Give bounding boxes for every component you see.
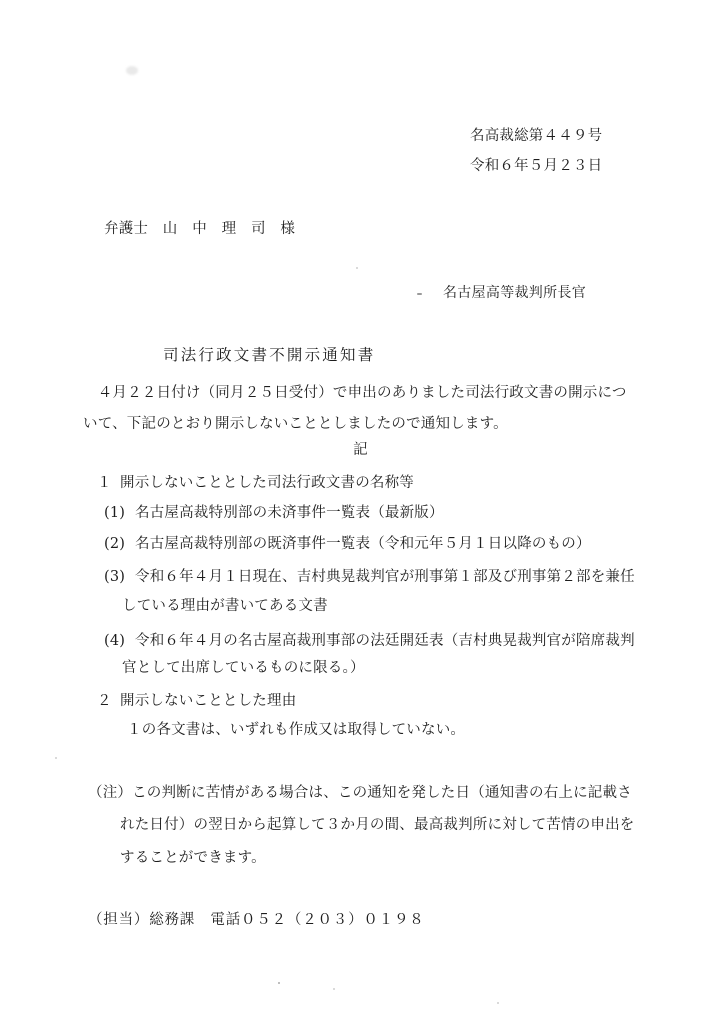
list-item-1 [104,497,444,529]
list-item-4-continuation: 官として出席しているものに限る。） [122,660,365,676]
section2-body: １の各文書は、いずれも作成又は取得していない。 [127,722,466,738]
section1-number: １ [97,475,112,491]
section2-number: ２ [97,693,112,709]
scan-artifact [356,267,358,269]
scan-artifact [497,1002,499,1004]
list-item-3 [104,561,635,593]
sender: 名古屋高等裁判所長官 [443,285,586,301]
item-2-number: (2) [104,536,126,552]
item-4-number: (4) [104,633,126,649]
item-3-number: (3) [104,569,126,585]
scan-artifact [278,982,280,984]
section2-heading-text: 開示しないこととした理由 [120,693,297,709]
addressee: 弁護士 山 中 理 司 様 [104,221,296,237]
intro-line-2: いて、下記のとおり開示しないこととしましたので通知します。 [83,416,508,432]
note-line-1: （注）この判断に苦情がある場合は、この通知を発した日（通知書の右上に記載さ [88,785,632,801]
note-line-2: れた日付）の翌日から起算して３か月の間、最高裁判所に対して苦情の申出を [120,817,635,833]
scan-artifact [126,66,138,75]
item-3-text: 令和６年４月１日現在、吉村典晃裁判官が刑事第１部及び刑事第２部を兼任 [135,569,635,585]
item-4-text: 令和６年４月の名古屋高裁刑事部の法廷開廷表（吉村典晃裁判官が陪席裁判 [135,633,635,649]
doc-date: 令和６年５月２３日 [470,158,603,174]
section1-heading [97,467,414,499]
note-line-3: することができます。 [120,850,266,866]
scan-artifact [333,988,335,990]
scan-artifact [55,757,57,759]
page-title: 司法行政文書不開示通知書 [163,346,376,364]
intro-line-1: ４月２２日付け（同月２５日受付）で申出のありました司法行政文書の開示につ [83,385,627,401]
scan-artifact [417,293,422,295]
list-item-2 [104,528,591,560]
item-1-text: 名古屋高裁特別部の未済事件一覧表（最新版） [135,505,444,521]
list-item-3-continuation: している理由が書いてある文書 [122,598,328,614]
section2-heading [97,685,296,717]
doc-number: 名高裁総第４４９号 [470,128,603,144]
contact-line: （担当）総務課 電話０５２（２０３）０１９８ [88,912,425,928]
item-2-text: 名古屋高裁特別部の既済事件一覧表（令和元年５月１日以降のもの） [135,536,591,552]
section1-heading-text: 開示しないこととした司法行政文書の名称等 [120,475,414,491]
item-1-number: (1) [104,505,126,521]
ki-marker: 記 [353,442,368,458]
